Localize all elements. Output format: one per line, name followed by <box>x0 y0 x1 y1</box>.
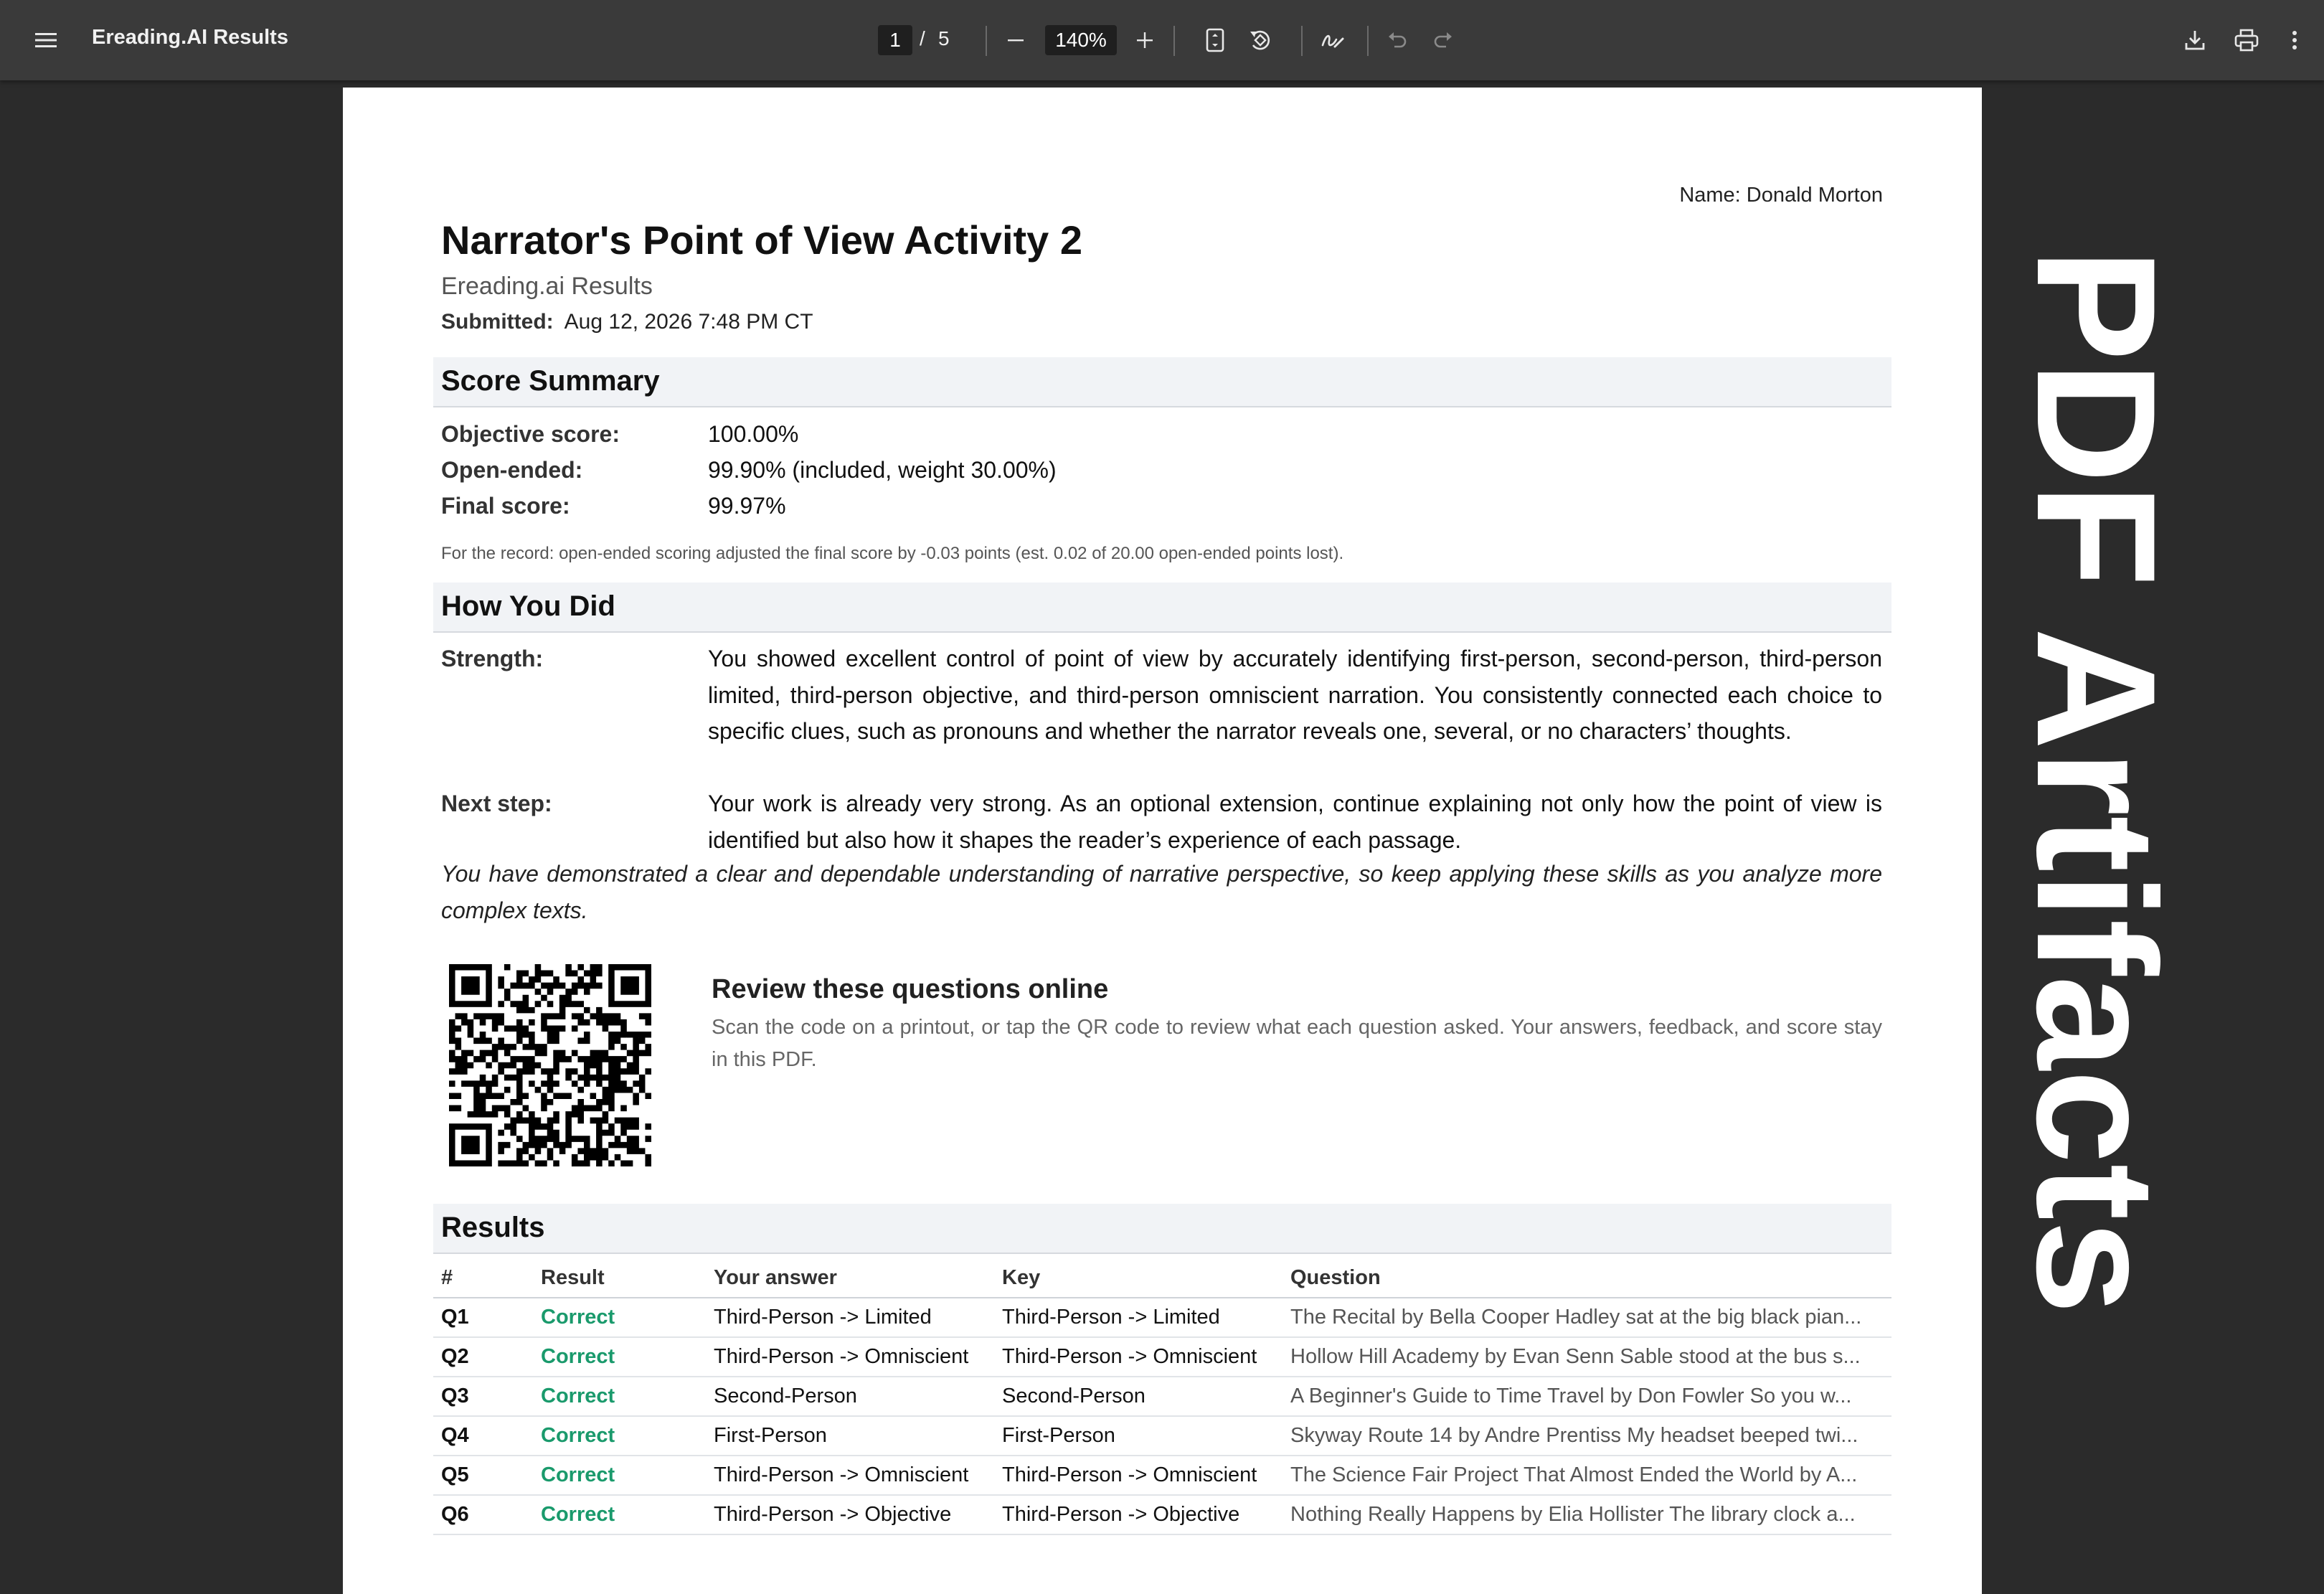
closing-remark: You have demonstrated a clear and dependable understanding of narrative perspective, so keep applying these skills as you analyze more complex texts. <box>441 861 1882 923</box>
zoom-in-icon[interactable] <box>1130 26 1159 55</box>
rotate-icon[interactable] <box>1244 24 1276 56</box>
table-row <box>433 1456 1891 1495</box>
fit-page-icon[interactable] <box>1199 24 1231 56</box>
result-status: Correct <box>533 1456 706 1495</box>
strength-label: Strength: <box>441 646 544 671</box>
more-options-icon[interactable] <box>2284 24 2305 56</box>
annotate-pen-icon[interactable] <box>1317 24 1348 56</box>
result-status: Correct <box>533 1298 706 1337</box>
score-note: For the record: open-ended scoring adjusted the final score by -0.03 points (est. 0.02 of 20.00 open-ended points lost). <box>441 544 1344 563</box>
question-id: Q2 <box>433 1337 533 1377</box>
your-answer: Third-Person -> Limited <box>706 1298 994 1337</box>
table-row <box>433 1337 1891 1377</box>
student-name: Name: Donald Morton <box>1679 184 1883 207</box>
result-status: Correct <box>533 1337 706 1377</box>
column-header: Question <box>1283 1258 1891 1298</box>
score-summary-heading: Score Summary <box>433 357 1891 407</box>
results-heading: Results <box>433 1204 1891 1254</box>
question-text: The Recital by Bella Cooper Hadley sat at the big black pian... <box>1283 1298 1891 1337</box>
answer-key: Third-Person -> Omniscient <box>994 1456 1283 1495</box>
toolbar-divider <box>1173 26 1175 56</box>
column-header: # <box>433 1258 533 1298</box>
column-header: Result <box>533 1258 706 1298</box>
your-answer: First-Person <box>706 1416 994 1456</box>
question-id: Q3 <box>433 1377 533 1416</box>
qr-code[interactable] <box>449 964 651 1166</box>
result-status: Correct <box>533 1416 706 1456</box>
answer-key: Third-Person -> Objective <box>994 1495 1283 1534</box>
column-header: Key <box>994 1258 1283 1298</box>
table-row <box>433 1298 1891 1337</box>
redo-icon[interactable] <box>1429 26 1458 55</box>
document-heading: Narrator's Point of View Activity 2 <box>441 217 1083 263</box>
question-id: Q5 <box>433 1456 533 1495</box>
print-icon[interactable] <box>2231 24 2262 56</box>
document-subtitle: Ereading.ai Results <box>441 273 653 300</box>
your-answer: Third-Person -> Omniscient <box>706 1456 994 1495</box>
results-table <box>433 1258 1891 1535</box>
zoom-out-icon[interactable] <box>1001 26 1030 55</box>
answer-key: Third-Person -> Omniscient <box>994 1337 1283 1377</box>
next-step-paragraph <box>441 786 1882 858</box>
objective-score-label: Objective score: <box>441 421 620 447</box>
review-online-title: Review these questions online <box>712 974 1109 1004</box>
toolbar-divider <box>1301 26 1303 56</box>
toolbar-divider <box>1367 26 1369 56</box>
answer-key: First-Person <box>994 1416 1283 1456</box>
results-header-row <box>433 1258 1891 1298</box>
open-ended-label: Open-ended: <box>441 457 583 483</box>
next-step-text: Your work is already very strong. As an optional extension, continue explaining not only how the point of view is identified but also how it shapes the reader’s experience of each passage. <box>708 791 1882 853</box>
result-status: Correct <box>533 1377 706 1416</box>
answer-key: Third-Person -> Limited <box>994 1298 1283 1337</box>
pdf-page <box>343 88 1982 1594</box>
table-row <box>433 1416 1891 1456</box>
table-row <box>433 1495 1891 1534</box>
final-score-value: 99.97% <box>708 493 786 519</box>
strength-paragraph <box>441 641 1882 750</box>
menu-icon[interactable] <box>27 22 65 59</box>
result-status: Correct <box>533 1495 706 1534</box>
zoom-level-input[interactable]: 140% <box>1045 25 1117 55</box>
table-row <box>433 1377 1891 1416</box>
answer-key: Second-Person <box>994 1377 1283 1416</box>
column-header: Your answer <box>706 1258 994 1298</box>
submitted-line <box>441 310 813 334</box>
objective-score-value: 100.00% <box>708 421 799 447</box>
submitted-label: Submitted: <box>441 310 554 334</box>
question-text: Hollow Hill Academy by Evan Senn Sable stood at the bus s... <box>1283 1337 1891 1377</box>
question-text: The Science Fair Project That Almost Ended the World by A... <box>1283 1456 1891 1495</box>
page-separator: / <box>920 27 925 49</box>
page-total: 5 <box>938 27 950 49</box>
undo-icon[interactable] <box>1383 26 1412 55</box>
question-id: Q4 <box>433 1416 533 1456</box>
how-you-did-heading: How You Did <box>433 583 1891 633</box>
pdf-toolbar <box>0 0 2324 80</box>
open-ended-value: 99.90% (included, weight 30.00%) <box>708 457 1057 483</box>
question-text: Skyway Route 14 by Andre Prentiss My headset beeped twi... <box>1283 1416 1891 1456</box>
review-online-description: Scan the code on a printout, or tap the QR code to review what each question asked. Your answers, feedback, and score stay in this PDF. <box>712 1016 1882 1071</box>
submitted-value: Aug 12, 2026 7:48 PM CT <box>564 310 813 334</box>
final-score-label: Final score: <box>441 493 570 519</box>
your-answer: Third-Person -> Omniscient <box>706 1337 994 1377</box>
document-title: Ereading.AI Results <box>92 26 288 49</box>
pdf-artifacts-watermark: PDF Artifacts <box>2001 248 2191 1315</box>
question-text: A Beginner's Guide to Time Travel by Don Fowler So you w... <box>1283 1377 1891 1416</box>
page-number-input[interactable]: 1 <box>878 25 912 55</box>
question-id: Q1 <box>433 1298 533 1337</box>
question-text: Nothing Really Happens by Elia Hollister The library clock a... <box>1283 1495 1891 1534</box>
next-step-label: Next step: <box>441 791 552 816</box>
your-answer: Third-Person -> Objective <box>706 1495 994 1534</box>
download-icon[interactable] <box>2179 24 2211 56</box>
toolbar-divider <box>986 26 987 56</box>
question-id: Q6 <box>433 1495 533 1534</box>
strength-text: You showed excellent control of point of view by accurately identifying first-person, second-person, third-person limited, third-person objective, and third-person omniscient narration. You consistently connected each choice to specific clues, such as pronouns and whether the narrator reveals one, several, or no characters’ thoughts. <box>708 646 1882 744</box>
your-answer: Second-Person <box>706 1377 994 1416</box>
